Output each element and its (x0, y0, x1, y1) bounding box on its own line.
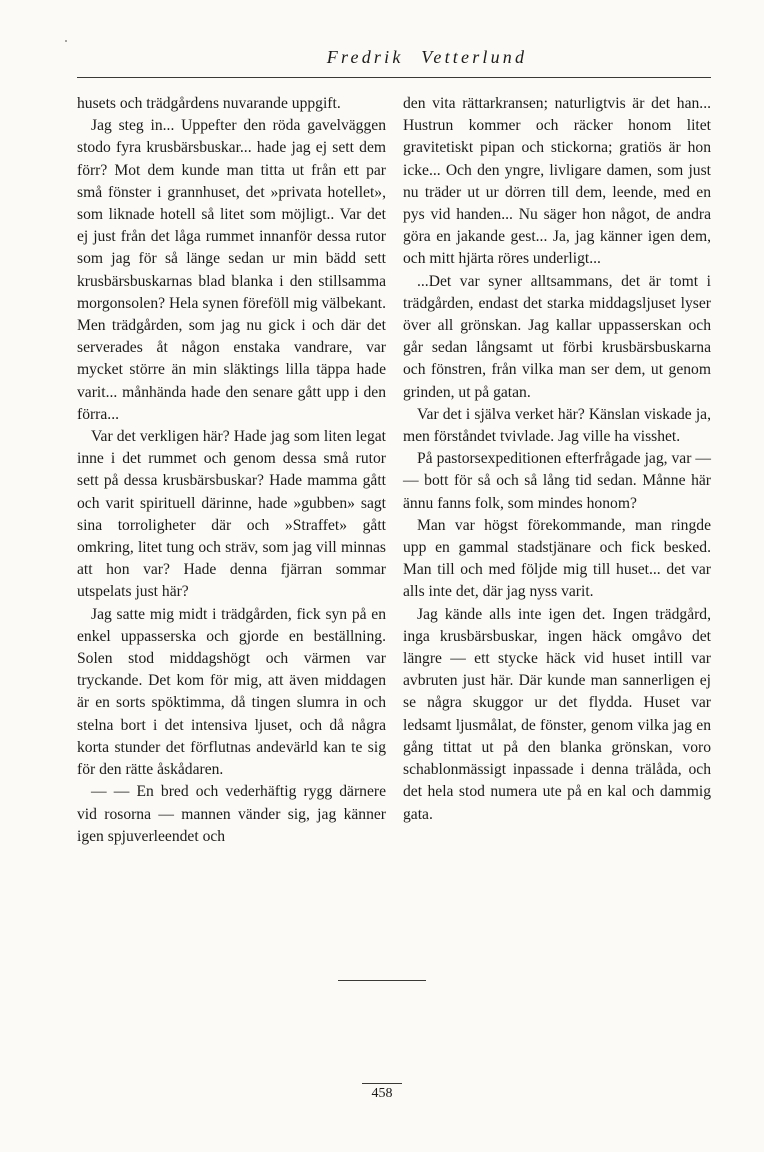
paragraph: ...Det var syner alltsammans, det är tomt i trädgården, endast det starka middagsljuset lyser över all grönskan. Jag kallar uppasserskan och går sedan långsamt ut förbi krusbärsbuskarna och fönstren, från vilka man ser dem, ut genom grinden, ut på gatan. (403, 272, 711, 401)
paragraph: Jag satte mig midt i trädgården, fick syn på en enkel uppasserska och gjorde en beställning. Solen stod middagshögt och värmen var tryckande. Det kom för mig, att även middagen är en sorts spöktimma, då tingen slumra in och stelna bort i det intensiva ljuset, och då några korta stunder det förflutnas andevärld kan te sig för den rätte åskådaren. (77, 605, 386, 779)
paragraph: På pastorsexpeditionen efterfrågade jag, var — — bott för så och så lång tid sedan. Månne här ännu fanns folk, som mindes honom? (403, 450, 711, 512)
paragraph: Man var högst förekommande, man ringde upp en gammal stadstjänare och fick besked. Man till och med följde mig till huset... det var alls inte det, där jag nyss varit. (403, 516, 711, 601)
header-rule (77, 77, 711, 78)
running-header: Fredrik Vetterlund (326, 47, 528, 67)
paragraph: den vita rättarkransen; naturligtvis är det han... Hustrun kommer och räcker honom litet gravitetiskt pipan och stickorna; gratiös är hon icke... Och den yngre, livligare damen, som just nu träder ut ur dörren till dem, leende, med en pys vid handen... Nu säger hon något, de andra göra en jakande gest... Ja, jag känner igen dem, och mitt hjärta röres underligt... (403, 95, 711, 268)
page-number: 458 (362, 1083, 402, 1102)
right-column (403, 93, 711, 826)
paragraph: husets och trädgårdens nuvarande uppgift. (77, 95, 341, 112)
paragraph: Jag steg in... Uppefter den röda gavelväggen stodo fyra krusbärsbuskar... hade jag ej sett dem förr? Mot dem kunde man titta ut från ett par små fönster i grannhuset, det »privata hotellet», som liknade hotell så litet som möjligt.. Var det ej just från det låga rummet innanför dessa rutor som jag för så länge sedan ur min bädd sett krusbärsbuskarnas blad blanka i den stillsamma morgonsolen? Hela synen föreföll mig välbekant. Men trädgården, som jag nu gick i och där det serverades åt någon enstaka vandrare, var mycket större än min släktings lilla täppa hade varit... månhända hade den senare gått upp i den förra... (77, 117, 386, 423)
paragraph: Jag kände alls inte igen det. Ingen trädgård, inga krusbärsbuskar, ingen häck omgåvo det längre — ett stycke häck vid huset intill var avbruten just här. Där kunde man sannerligen ej se några skuggor ur det flydda. Huset var ledsamt ljusmålat, de fönster, genom vilka jag en gång tittat ut på den blanka grönskan, voro schablonmässigt inpassade i denna trälåda, och det hela stod numera ute på en kal och dammig gata. (403, 605, 711, 823)
paragraph: Var det verkligen här? Hade jag som liten legat inne i det rummet och genom dessa små rutor sett på dessa krusbärsbuskar? Hade mamma gått och varit spirituell därinne, hade »gubben» sagt sina torroligheter där och »Straffet» gått omkring, litet tung och sträv, som jag vill minnas att hon var? Hade denna fjärran sommar utspelats just här? (77, 428, 386, 601)
paper-speck (65, 40, 67, 42)
left-column (77, 93, 386, 848)
end-rule (338, 980, 426, 981)
paragraph: Var det i själva verket här? Känslan viskade ja, men förståndet tvivlade. Jag ville ha visshet. (403, 405, 711, 446)
paragraph: — — En bred och vederhäftig rygg därnere vid rosorna — mannen vänder sig, jag känner igen spjuverleendet och (77, 783, 386, 845)
